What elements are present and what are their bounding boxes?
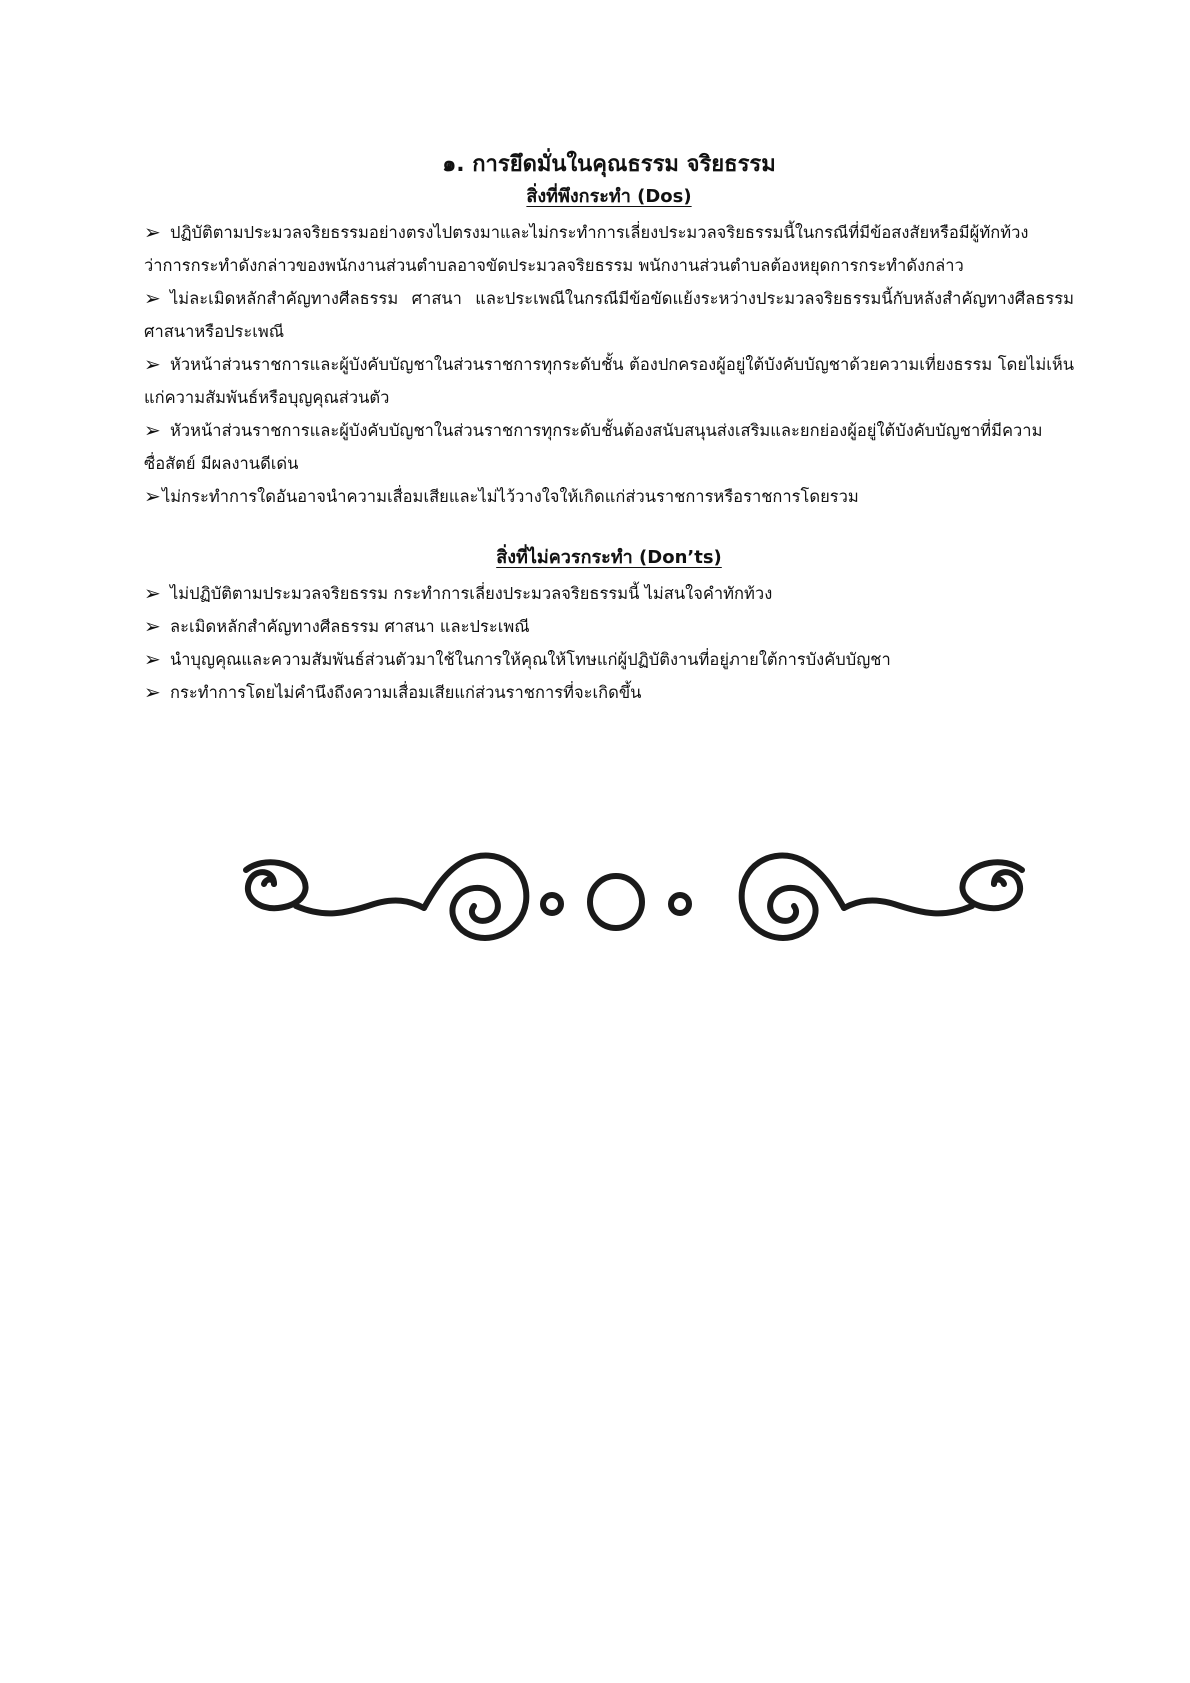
list-item xyxy=(144,282,1074,348)
dos-list xyxy=(144,216,1074,513)
arrow-bullet-icon: ➢ xyxy=(144,647,161,671)
list-item-text: ไม่ปฏิบัติตามประมวลจริยธรรม กระทำการเลี่ยงประมวลจริยธรรมนี้ ไม่สนใจคำทักท้วง xyxy=(170,584,773,603)
arrow-bullet-icon: ➢ xyxy=(144,352,161,376)
arrow-bullet-icon: ➢ xyxy=(144,484,161,508)
arrow-bullet-icon: ➢ xyxy=(144,680,161,704)
list-item-text: ปฏิบัติตามประมวลจริยธรรมอย่างตรงไปตรงมาและไม่กระทำการเลี่ยงประมวลจริยธรรมนี้ในกรณีที่มีข้อสงสัยหรือมีผู้ทักท้วงว่าการกระทำดังกล่าวของพนักงานส่วนตำบลอาจขัดประมวลจริยธรรม พนักงานส่วนตำบลต้องหยุดการกระทำดังกล่าว xyxy=(144,223,1029,275)
donts-list xyxy=(144,577,1074,709)
dos-heading xyxy=(144,182,1074,212)
list-item xyxy=(144,643,1074,676)
list-item xyxy=(144,480,1074,513)
list-item xyxy=(144,414,1074,480)
arrow-bullet-icon: ➢ xyxy=(144,614,161,638)
donts-heading-text: สิ่งที่ไม่ควรกระทำ (Don’ts) xyxy=(496,547,722,568)
document-content xyxy=(144,148,1074,709)
arrow-bullet-icon: ➢ xyxy=(144,220,161,244)
list-item-text: นำบุญคุณและความสัมพันธ์ส่วนตัวมาใช้ในการให้คุณให้โทษแก่ผู้ปฏิบัติงานที่อยู่ภายใต้การบังคับบัญชา xyxy=(170,650,891,669)
list-item xyxy=(144,348,1074,414)
list-item-text: ไม่ละเมิดหลักสำคัญทางศีลธรรม ศาสนา และประเพณีในกรณีมีข้อขัดแย้งระหว่างประมวลจริยธรรมนี้กับหลังสำคัญทางศีลธรรม ศาสนาหรือประเพณี xyxy=(144,289,1074,341)
arrow-bullet-icon: ➢ xyxy=(144,286,161,310)
list-item-text: หัวหน้าส่วนราชการและผู้บังคับบัญชาในส่วนราชการทุกระดับชั้นต้องสนับสนุนส่งเสริมและยกย่องผู้อยู่ใต้บังคับบัญชาที่มีความซื่อสัตย์ มีผลงานดีเด่น xyxy=(144,421,1043,473)
dos-heading-text: สิ่งที่พึงกระทำ (Dos) xyxy=(526,186,692,207)
arrow-bullet-icon: ➢ xyxy=(144,581,161,605)
list-item xyxy=(144,577,1074,610)
list-item xyxy=(144,216,1074,282)
section-title: ๑. การยึดมั่นในคุณธรรม จริยธรรม xyxy=(442,152,776,177)
list-item-text: ละเมิดหลักสำคัญทางศีลธรรม ศาสนา และประเพณี xyxy=(170,617,530,636)
donts-heading xyxy=(144,543,1074,573)
list-item xyxy=(144,610,1074,643)
list-item-text: หัวหน้าส่วนราชการและผู้บังคับบัญชาในส่วนราชการทุกระดับชั้น ต้องปกครองผู้อยู่ใต้บังคับบัญชาด้วยความเที่ยงธรรม โดยไม่เห็นแก่ความสัมพันธ์หรือบุญคุณส่วนตัว xyxy=(144,355,1074,407)
list-item-text: กระทำการโดยไม่คำนึงถึงความเสื่อมเสียแก่ส่วนราชการที่จะเกิดขึ้น xyxy=(170,683,642,702)
arrow-bullet-icon: ➢ xyxy=(144,418,161,442)
list-item-text: ไม่กระทำการใดอันอาจนำความเสื่อมเสียและไม่ไว้วางใจให้เกิดแก่ส่วนราชการหรือราชการโดยรวม xyxy=(162,487,859,506)
scroll-divider-icon xyxy=(234,842,1034,962)
list-item xyxy=(144,676,1074,709)
section-spacer xyxy=(144,513,1074,543)
